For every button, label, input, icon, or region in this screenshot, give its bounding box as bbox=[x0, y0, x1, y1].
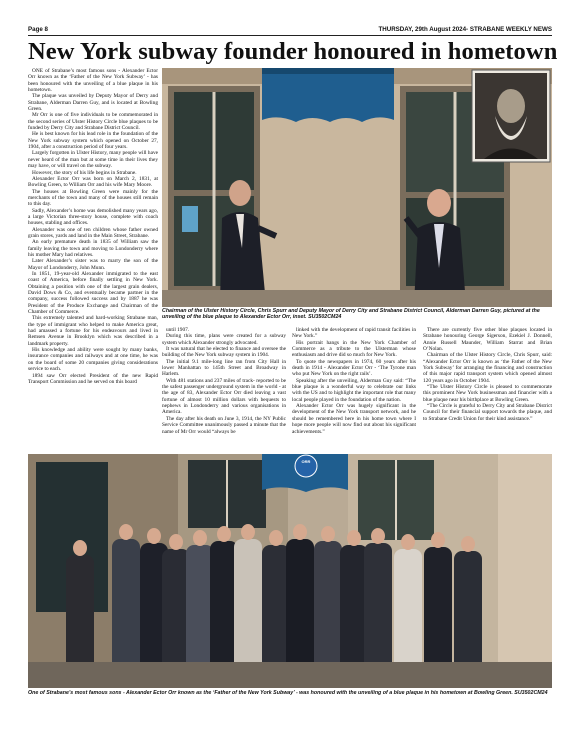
paragraph: Mr Orr is one of five individuals to be commemorated in the second series of Ulster History Circle blue plaques to be funded by Derry City and Strabane District Council. bbox=[28, 112, 158, 132]
paragraph: An early premature death in 1835 of William saw the family leaving the town and moving to Londonderry where his mother Mary had relatives. bbox=[28, 239, 158, 258]
page-number: Page 8 bbox=[28, 26, 48, 33]
paragraph: Speaking after the unveiling, Alderman Guy said: “The blue plaque is a wonderful way to celebrate our links with the US and to highlight the important role that many local people played in the foundation of the nation. bbox=[292, 377, 416, 403]
paragraph: Alexander Ector Orr was hugely significant in the development of the New York transport network, and he should be remembered here in his home town where I hope more people will now find out about his significant achievements.” bbox=[292, 403, 416, 435]
group-person bbox=[364, 528, 392, 662]
article-column-4 bbox=[423, 327, 552, 451]
paragraph: During this time, plans were created for a subway system which Alexander strongly advocated. bbox=[162, 333, 286, 346]
paragraph: Chairman of the Ulster History Circle, Chris Spurr, said: “Alexander Ector Orr is known as ‘the Father of the New York Subway’ for arranging the financing and construction of this major rapid transport system which opened almost 120 years ago in October 1904. bbox=[423, 352, 552, 384]
group-person bbox=[424, 532, 452, 662]
paragraph: “The Circle is grateful to Derry City and Strabane District Council for their financial support towards the plaque, and to Strabane Credit Union for their kind assistance.” bbox=[423, 403, 552, 422]
top-photo-caption: Chairman of the Ulster History Circle, Chris Spurr and Deputy Mayor of Derry City and Strabane District Council, Alderman Darren Guy, pictured at the unveiling of the blue plaque to Alexander Ector Orr, inset. SU3502CM24 bbox=[162, 308, 540, 321]
header-rule bbox=[28, 35, 552, 36]
paragraph: He is best known for his lead role in the foundation of the New York subway system which opened on October 27, 1904, after a construction period of four years. bbox=[28, 131, 158, 151]
bottom-photo-caption: One of Strabane’s most famous sons - Alexander Ector Orr known as the ‘Father of the New York Subway’ - was honoured with the unveiling of a blue plaque in his hometown at Bowling Green. SU3502CM24 bbox=[28, 690, 548, 696]
top-photo-scene bbox=[162, 68, 552, 307]
page-header bbox=[28, 26, 552, 35]
plaque-name: ORR bbox=[301, 459, 311, 464]
group-person bbox=[394, 534, 422, 662]
paragraph: However, the story of his life begins in Strabane. bbox=[32, 169, 137, 176]
paragraph: The initial 9.1 mile-long line ran from City Hall in lower Manhattan to 145th Street and Broadway in Harlem. bbox=[162, 358, 286, 378]
paragraph: His knowledge and ability were sought by many banks, insurance companies and railways and at one time, he was on the board of some 20 companies giving considerations service to each. bbox=[28, 347, 158, 373]
paragraph: until 1907. bbox=[166, 327, 190, 333]
bottom-photo bbox=[28, 454, 552, 688]
paragraph: The plaque was unveiled by Deputy Mayor of Derry and Strabane, Alderman Darren Guy, and is located at Bowling Green. bbox=[28, 93, 158, 113]
article-column-2 bbox=[162, 327, 286, 451]
paragraph: With 481 stations and 237 miles of track- reported to be the safest passenger underground system in the world - at the age of 83, Alexander Ector Orr died leaving a vast fortune of almost 10 million dollars with bequests to nephews in Londonderry and various organisations in America. bbox=[162, 377, 286, 416]
group-person bbox=[314, 526, 342, 662]
paragraph: Alexander Ector Orr was born on March 2, 1831, at Bowling Green, to William Orr and his wife Mary Moore. bbox=[28, 175, 158, 189]
paragraph: “The Ulster History Circle is pleased to commemorate this prominent New York businessman and financier with a blue plaque near his birthplace at Bowling Green. bbox=[423, 384, 552, 403]
article-column-1 bbox=[28, 68, 158, 453]
group-person bbox=[286, 524, 314, 662]
paragraph: Sadly, Alexander’s home was demolished many years ago, a large Victorian three-story house, complete with coach houses, stabling and offices. bbox=[28, 207, 158, 227]
top-photo bbox=[162, 68, 552, 307]
paragraph: Alexander was one of ten children whose father owned grain stores, yards and land in the Main Street, Strabane. bbox=[28, 226, 158, 239]
paragraph: His portrait hangs in the New York Chamber of Commerce as a tribute to the Ulsterman whose enthusiasm and drive did so much for New York. bbox=[292, 339, 416, 359]
group-person bbox=[454, 536, 482, 662]
group-photo-people bbox=[28, 454, 552, 688]
paragraph: The day after his death on June 3, 1914, the NY Public Service Committee unanimously passed a minute that the name of Mr Orr would “always be bbox=[162, 415, 286, 435]
paragraph: There are currently five other blue plaques located in Strabane honouring George Sigerson, Ezekiel J. Donnell, Annie Russell Maunder, William Starrat and Brian O’Nolan. bbox=[423, 327, 552, 353]
group-person bbox=[112, 524, 140, 662]
paragraph: Largely forgotten in Ulster History, many people will have never heard of the man but at some time in their lives they may have, or will travel on the subway. bbox=[28, 150, 158, 170]
paragraph: ONE of Strabane’s most famous sons - Alexander Ector Orr known as the ‘Father of the New York Subway’ - has been honoured with the unveiling of a blue plaque in his hometown. bbox=[28, 68, 158, 94]
paragraph: linked with the development of rapid transit facilities in New York.” bbox=[292, 327, 416, 340]
paragraph: Later Alexander’s sister was to marry the son of the Mayor of Londonderry, John Munn. bbox=[28, 258, 158, 271]
paragraph: In 1851, 19-year-old Alexander immigrated to the east coast of America, before finally settling in New York. Obtaining a position with one of the largest grain dealers, David Dows & Co, and eventually became partner in the company, success followed success and by 1887 he was President of the Produce Exchange and Chairman of the Chamber of Commerce. bbox=[28, 271, 158, 316]
paragraph: To quote the newspapers in 1974, 60 years after his death in 1914 - Alexander Ector Orr - ‘The Tyrone man who put New York on the right rails’. bbox=[292, 358, 416, 378]
issue-date: THURSDAY, 29th August 2024- STRABANE WEEKLY NEWS bbox=[378, 26, 552, 33]
paragraph: 1894 saw Orr elected President of the new Rapid Transport Commission and he served on this board bbox=[28, 372, 158, 385]
paragraph: It was natural that he elected to finance and oversee the building of the New York subway system in 1904. bbox=[162, 346, 286, 359]
paragraph: The houses at Bowling Green were mainly for the merchants of the town and many of the houses still remain to this day. bbox=[28, 188, 158, 208]
article-column-3 bbox=[292, 327, 416, 451]
paragraph: This extremely talented and hard-working Strabane man, the type of immigrant who helped to make America great, had amassed a fortune for his endeavours and lived in Remsen Avenue in Brooklyn which was described in a landmark property. bbox=[28, 315, 158, 347]
group-person bbox=[66, 540, 94, 662]
group-person bbox=[234, 524, 262, 662]
headline: New York subway founder honoured in hometown bbox=[28, 38, 558, 65]
